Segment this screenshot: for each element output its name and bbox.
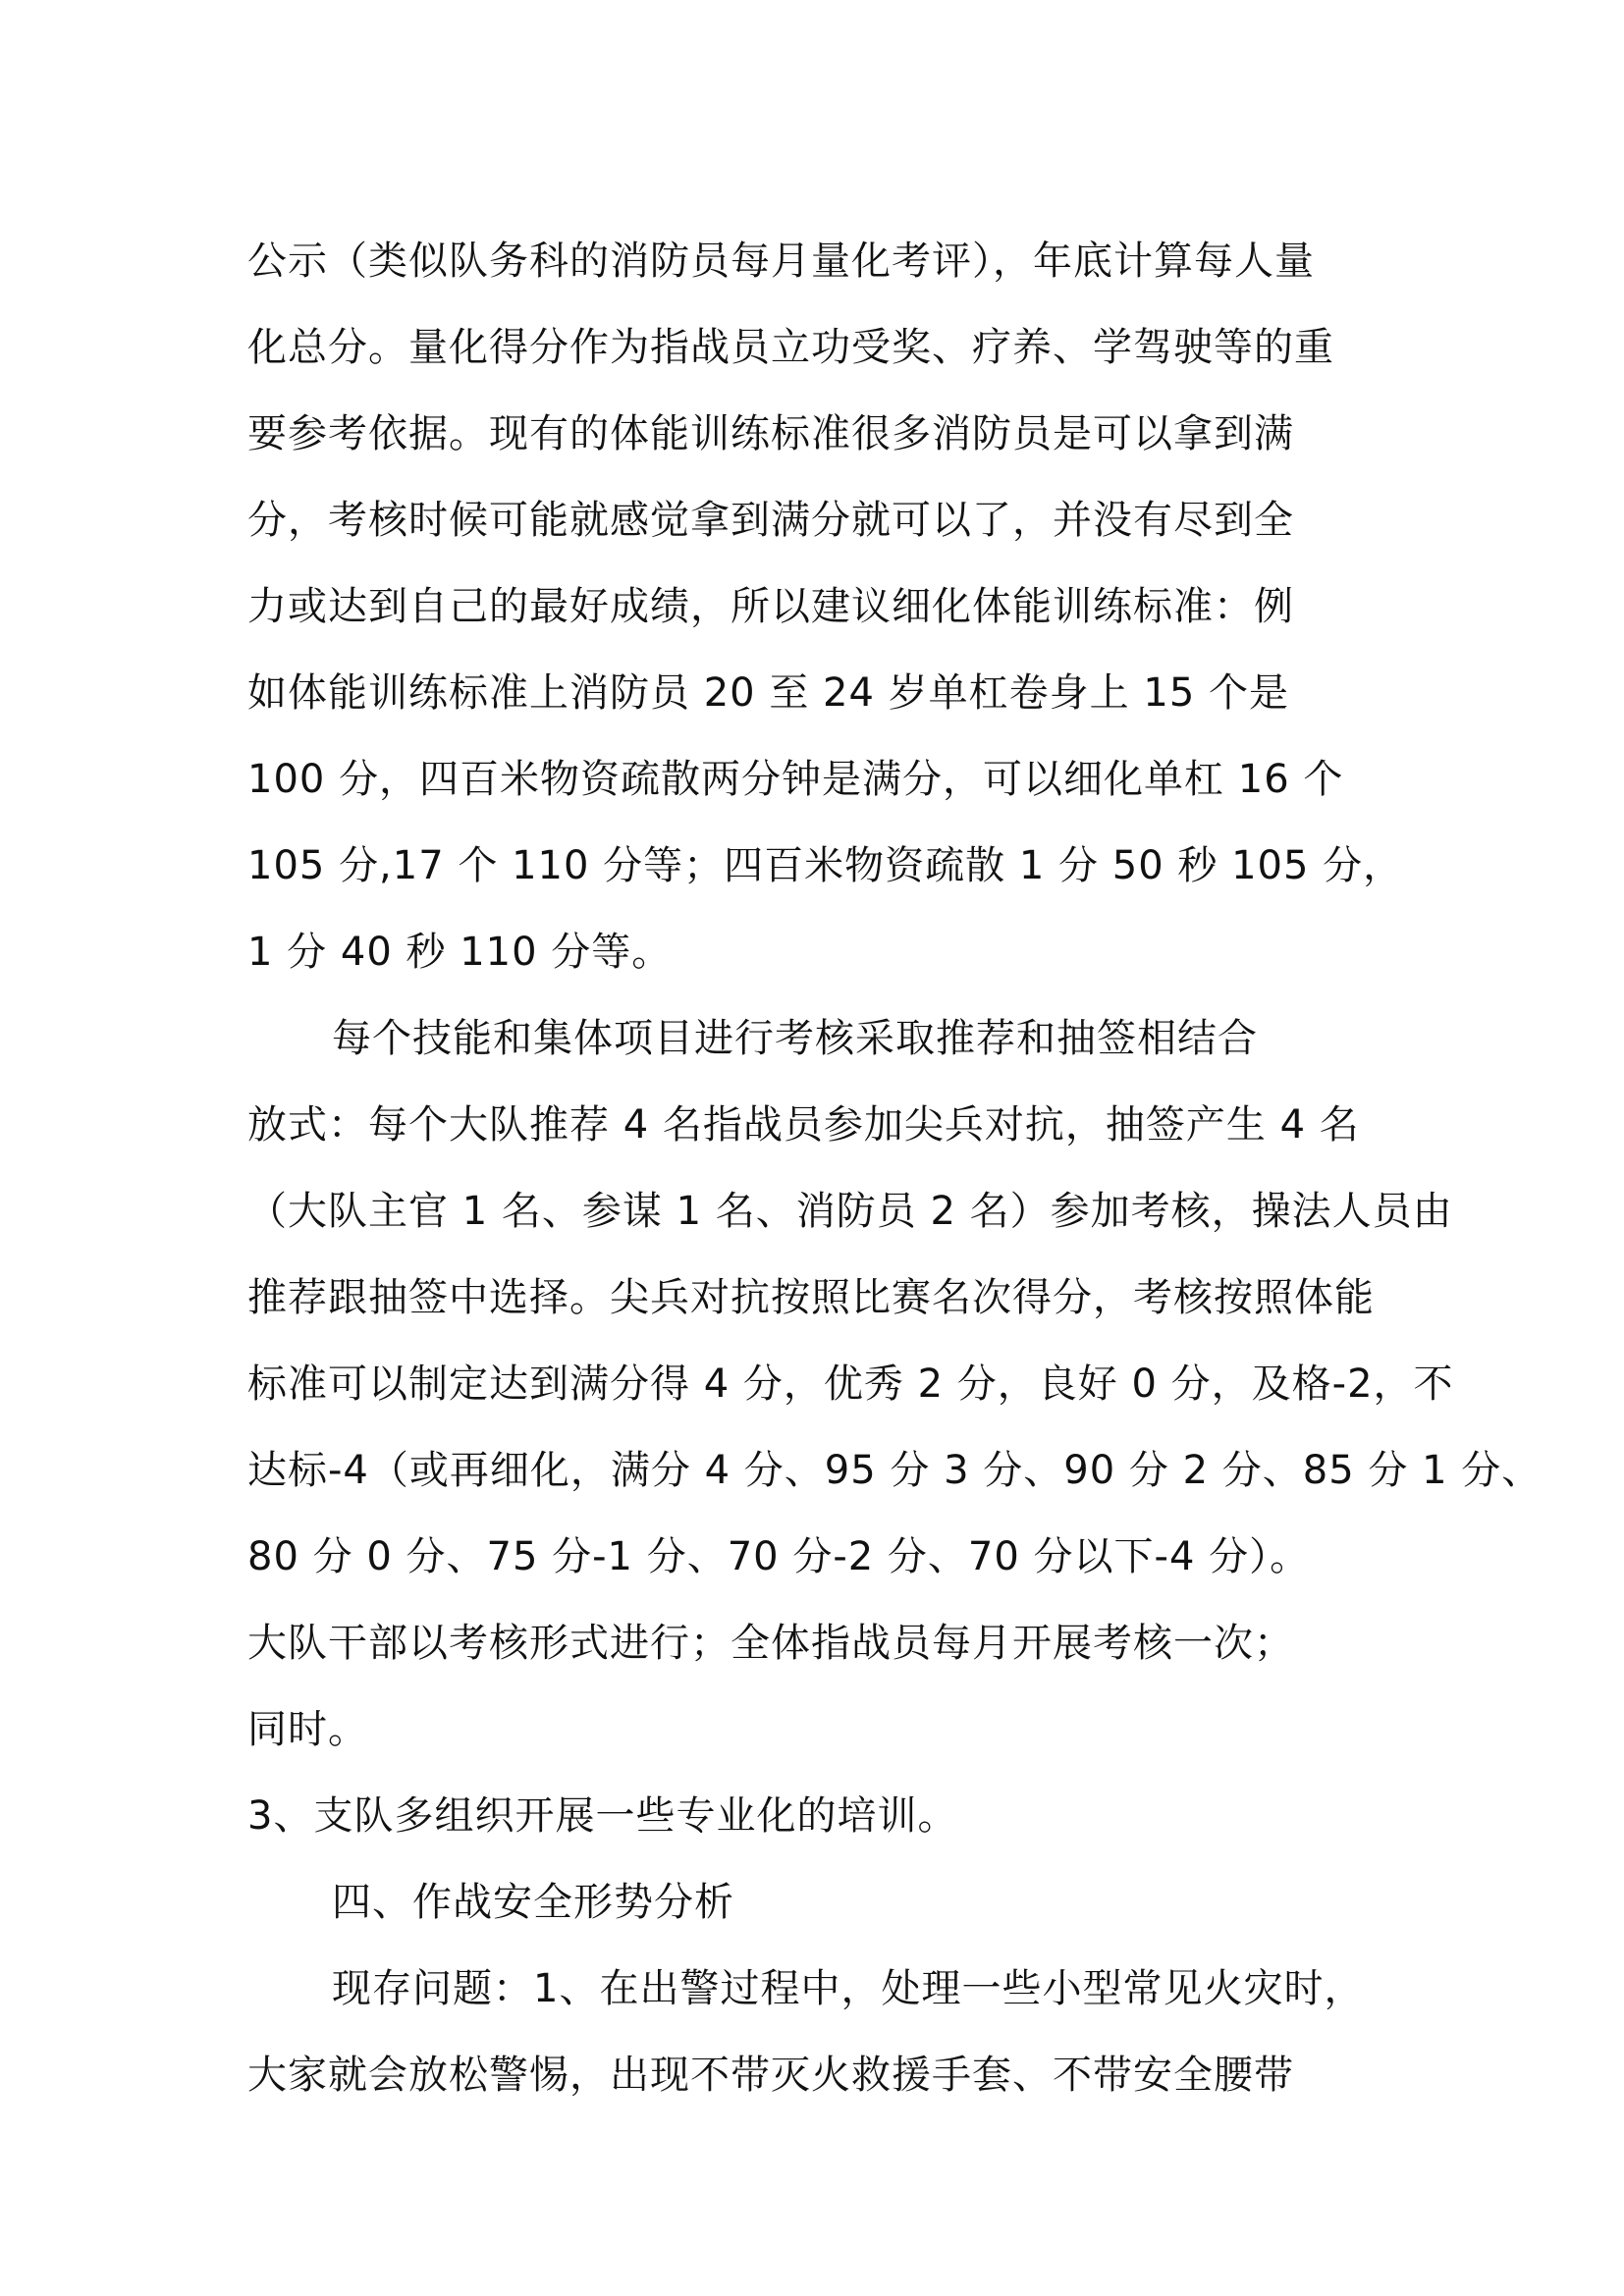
text-line-reference-basis: 要参考依据。现有的体能训练标准很多消防员是可以拿到满	[247, 411, 1294, 456]
text-line-score-scale-end: 80 分 0 分、75 分-1 分、70 分-2 分、70 分以下-4 分）。	[247, 1534, 1311, 1579]
text-line-pullup-example: 如体能训练标准上消防员 20 至 24 岁单杠卷身上 15 个是	[247, 670, 1289, 716]
text-line-score-end: 1 分 40 秒 110 分等。	[247, 930, 673, 975]
section-heading-safety-analysis: 四、作战安全形势分析	[332, 1880, 734, 1925]
text-line-score-increments: 105 分,17 个 110 分等；四百米物资疏散 1 分 50 秒 105 分，	[247, 843, 1404, 888]
text-line-quantification-publicity: 公示（类似队务科的消防员每月量化考评），年底计算每人量	[247, 239, 1315, 284]
text-line-fitness-score: 标准可以制定达到满分得 4 分，优秀 2 分，良好 0 分，及格-2，不	[247, 1362, 1454, 1407]
text-line-selection-method: 每个技能和集体项目进行考核采取推荐和抽签相结合	[332, 1016, 1258, 1061]
text-line-professional-training: 3、支队多组织开展一些专业化的培训。	[247, 1793, 958, 1839]
text-line-current-problems: 现存问题：1、在出警过程中，处理一些小型常见火灾时，	[332, 1966, 1365, 2011]
text-line-ranking-score: 推荐跟抽签中选择。尖兵对抗按照比赛名次得分，考核按照体能	[247, 1275, 1375, 1320]
text-line-relaxed-vigilance: 大家就会放松警惕，出现不带灭火救援手套、不带安全腰带	[247, 2053, 1294, 2098]
text-line-detailed-score: 达标-4（或再细化，满分 4 分、95 分 3 分、90 分 2 分、85 分 1 分、	[247, 1448, 1543, 1493]
text-line-refine-standard: 力或达到自己的最好成绩，所以建议细化体能训练标准：例	[247, 584, 1294, 629]
text-line-recommendation: 放式：每个大队推荐 4 名指战员参加尖兵对抗，抽签产生 4 名	[247, 1102, 1360, 1148]
text-line-simultaneously: 同时。	[247, 1707, 368, 1752]
text-line-cadre-assessment: 大队干部以考核形式进行；全体指战员每月开展考核一次；	[247, 1621, 1294, 1666]
body-text	[247, 218, 1543, 2118]
text-line-evacuation-example: 100 分，四百米物资疏散两分钟是满分，可以细化单杠 16 个	[247, 757, 1344, 802]
text-line-total-score: 化总分。量化得分作为指战员立功受奖、疗养、学驾驶等的重	[247, 325, 1334, 370]
text-line-participants: （大队主官 1 名、参谋 1 名、消防员 2 名）参加考核，操法人员由	[247, 1189, 1453, 1234]
text-line-assessment-attitude: 分，考核时候可能就感觉拿到满分就可以了，并没有尽到全	[247, 498, 1294, 543]
